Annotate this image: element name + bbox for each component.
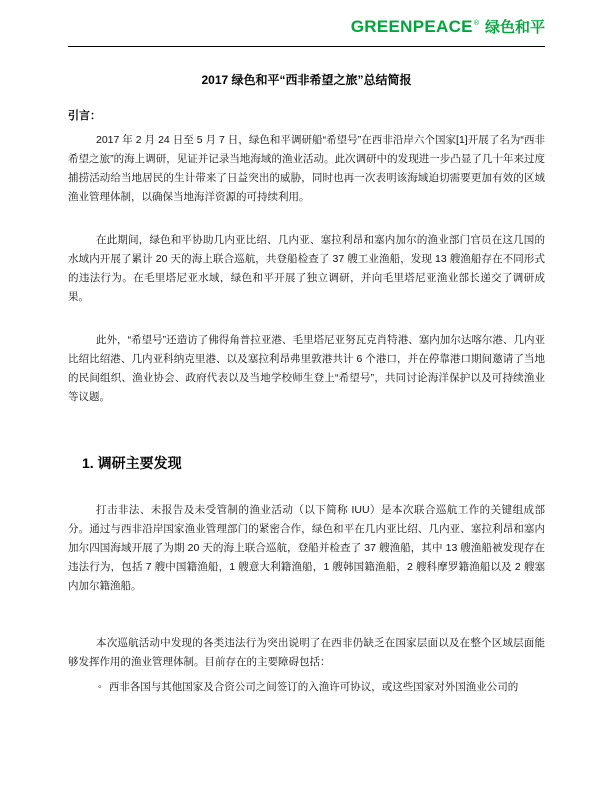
section-1-paragraph-2: 本次巡航活动中发现的各类违法行为突出说明了在西非仍缺乏在国家层面以及在整个区域层面能够发挥作用的渔业管理体制。目前存在的主要障碍包括： [68, 637, 545, 668]
registered-trademark-icon: ® [473, 20, 479, 27]
greenpeace-logo-chinese: 绿色和平 [484, 19, 545, 36]
page-header [68, 16, 545, 40]
greenpeace-logo [351, 16, 545, 37]
header-divider [68, 46, 545, 47]
bullet-text: 西非各国与其他国家及合资公司之间签订的入渔许可协议，或这些国家对外国渔业公司的 [108, 681, 519, 693]
intro-heading: 引言： [68, 110, 101, 122]
intro-paragraph-3: 此外，“希望号”还造访了佛得角普拉亚港、毛里塔尼亚努瓦克肖特港、塞内加尔达喀尔港、几内亚比绍比绍港、几内亚科纳克里港、以及塞拉利昂弗里敦港共计 6 个港口，并在停靠港口期间邀请了当地的民间组织、渔业协会、政府代表以及当地学校师生登上“希望号”，共同讨论海洋保护以及可持续渔业等议题。 [68, 334, 545, 403]
intro-paragraph-2: 在此期间，绿色和平协助几内亚比绍、几内亚、塞拉利昂和塞内加尔的渔业部门官员在这几国的水域内开展了累计 20 天的海上联合巡航，共登船检查了 37 艘工业渔船，发现 13 艘渔船存在不同形式的违法行为。在毛里塔尼亚水域，绿色和平开展了独立调研，并向毛里塔尼亚渔业部长递交了调研成果。 [68, 234, 545, 303]
bullet-item [68, 678, 545, 697]
bullet-marker-icon: ◦ [98, 681, 102, 693]
section-1-paragraph-1: 打击非法、未报告及未受管制的渔业活动（以下简称 IUU）是本次联合巡航工作的关键组成部分。通过与西非沿岸国家渔业管理部门的紧密合作，绿色和平在几内亚比绍、几内亚、塞拉利昂和塞内加尔四国海域开展了为期 20 天的海上联合巡航，登船并检查了 37 艘渔船，其中 13 艘渔船被发现存在违法行为，包括 7 艘中国籍渔船，1 艘意大利籍渔船，1 艘韩国籍渔船，2 艘科摩罗籍渔船以及 2 艘塞内加尔籍渔船。 [68, 504, 545, 592]
section-1-heading: 1. 调研主要发现 [82, 455, 182, 471]
greenpeace-logo-wordmark: GREENPEACE [350, 17, 473, 36]
document-title: 2017 绿色和平“西非希望之旅”总结简报 [201, 73, 412, 87]
intro-paragraph-1: 2017 年 2 月 24 日至 5 月 7 日，绿色和平调研船“希望号”在西非沿岸六个国家[1]开展了名为“西非希望之旅”的海上调研，见证并记录当地海域的渔业活动。此次调研中的发现进一步凸显了几十年来过度捕捞活动给当地居民的生计带来了日益突出的威胁，同时也再一次表明该海域迫切需要更加有效的区域渔业管理体制，以确保当地海洋资源的可持续利用。 [68, 134, 545, 203]
